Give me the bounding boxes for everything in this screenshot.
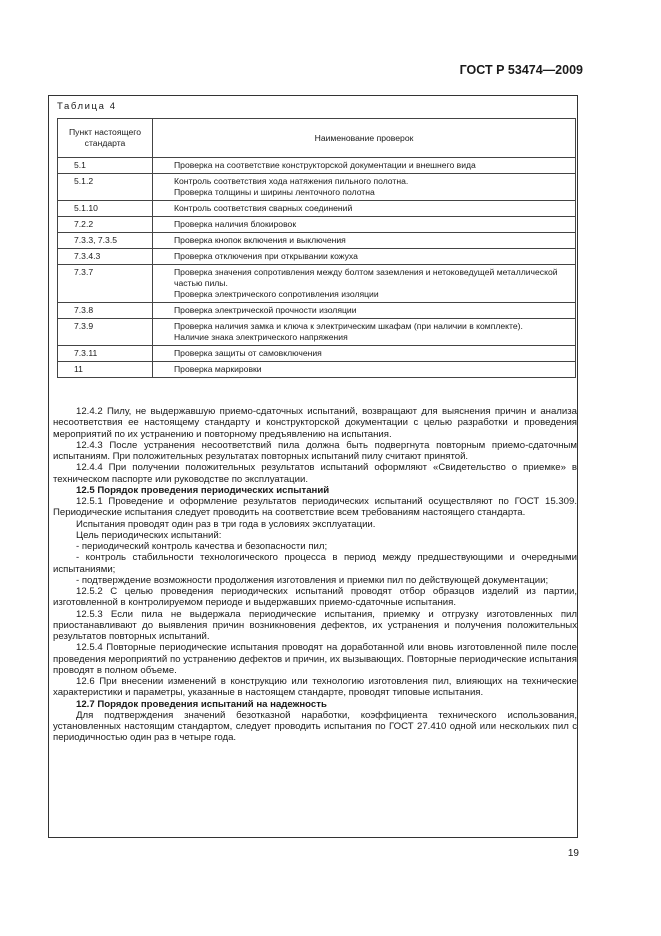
check-name-cell	[153, 249, 576, 265]
check-name-line: Наличие знака электрического напряжения	[174, 332, 348, 342]
check-name-line: Проверка электрического сопротивления изоляции	[174, 289, 379, 299]
table-caption: Таблица 4	[57, 101, 117, 112]
check-name-line: Контроль соответствия сварных соединений	[174, 203, 353, 213]
check-name-cell	[153, 346, 576, 362]
clause-ref-cell: 7.2.2	[58, 217, 153, 233]
paragraph: 12.6 При внесении изменений в конструкцию или технологию изготовления пил, влияющих на технические характеристики и параметры, указанные в настоящем стандарте, проводят типовые испытания.	[53, 676, 577, 699]
checks-table	[57, 118, 576, 378]
table-row	[58, 265, 576, 303]
paragraph: - контроль стабильности технологического процесса в период между предшествующими и очередными испытаниями;	[53, 552, 577, 575]
check-name-cell	[153, 174, 576, 201]
check-name-line: Проверка отключения при открывании кожуха	[174, 251, 358, 261]
paragraph: - периодический контроль качества и безопасности пил;	[76, 541, 328, 552]
check-name-line: Проверка защиты от самовключения	[174, 348, 322, 358]
check-name-cell	[153, 319, 576, 346]
table-row	[58, 217, 576, 233]
clause-ref-cell: 7.3.3, 7.3.5	[58, 233, 153, 249]
check-name-cell	[153, 303, 576, 319]
check-name-line: Проверка значения сопротивления между болтом заземления и нетоковедущей металлической частью пилы.	[174, 267, 558, 288]
page-number: 19	[567, 848, 579, 859]
paragraph: 12.5.2 С целью проведения периодических испытаний проводят отбор образцов изделий из партии, изготовленной в контролируемом периоде и выдержавших приемо-сдаточные испытания.	[53, 586, 577, 609]
table-row	[58, 158, 576, 174]
check-name-cell	[153, 233, 576, 249]
check-name-cell	[153, 158, 576, 174]
body-text	[53, 406, 577, 744]
clause-ref-cell: 11	[58, 362, 153, 378]
check-name-line: Проверка толщины и ширины ленточного полотна	[174, 187, 375, 197]
section-heading: 12.7 Порядок проведения испытаний на надежность	[76, 698, 327, 710]
table-row	[58, 319, 576, 346]
paragraph: 12.4.2 Пилу, не выдержавшую приемо-сдаточных испытаний, возвращают для выяснения причин и анализа несоответствия ее настоящему стандарту и конструкторской документации с целью разработки и проведения мероприятий по их устранению и повторному предъявлению на испытания.	[53, 406, 577, 440]
clause-ref-cell: 7.3.7	[58, 265, 153, 303]
check-name-line: Проверка кнопок включения и выключения	[174, 235, 346, 245]
check-name-line: Контроль соответствия хода натяжения пильного полотна.	[174, 176, 409, 186]
paragraph: 12.4.3 После устранения несоответствий пила должна быть подвергнута повторным приемо-сдаточным испытаниям. При положительных результатах повторных испытаний пилу считают принятой.	[53, 439, 577, 462]
table-row	[58, 201, 576, 217]
clause-ref-cell: 7.3.9	[58, 319, 153, 346]
check-name-cell	[153, 265, 576, 303]
paragraph: 12.4.4 При получении положительных результатов испытаний оформляют «Свидетельство о приемке» в техническом паспорте или руководстве по эксплуатации.	[53, 462, 577, 485]
check-name-cell	[153, 217, 576, 233]
paragraph: 12.5.4 Повторные периодические испытания проводят на доработанной или вновь изготовленной пиле после проведения мероприятий по устранению дефектов и причин, их вызывающих. Повторные периодические испытания проводят в полном объеме.	[53, 642, 577, 676]
table-header-row	[58, 119, 576, 158]
check-name-line: Проверка на соответствие конструкторской документации и внешнего вида	[174, 160, 476, 170]
column-header-clause: Пункт настоящего стандарта	[58, 119, 153, 158]
table-row	[58, 174, 576, 201]
paragraph: 12.5.1 Проведение и оформление результатов периодических испытаний осуществляют по ГОСТ 15.309. Периодические испытания следует проводить на соответствие всем требованиям настоящего стандарта.	[53, 496, 577, 519]
document-code: ГОСТ Р 53474—2009	[459, 63, 583, 77]
clause-ref-cell: 7.3.11	[58, 346, 153, 362]
check-name-line: Проверка наличия замка и ключа к электрическим шкафам (при наличии в комплекте).	[174, 321, 523, 331]
paragraph: 12.5.3 Если пила не выдержала периодические испытания, приемку и отгрузку изготовленных пил приостанавливают до выявления причин возникновения дефектов, их устранения и получения положительных результатов повторных испытаний.	[53, 608, 577, 642]
paragraph: Испытания проводят один раз в три года в условиях эксплуатации.	[76, 518, 376, 530]
paragraph: Цель периодических испытаний:	[76, 529, 222, 541]
table-row	[58, 346, 576, 362]
check-name-line: Проверка электрической прочности изоляции	[174, 305, 357, 315]
table-row	[58, 362, 576, 378]
clause-ref-cell: 7.3.4.3	[58, 249, 153, 265]
section-heading: 12.5 Порядок проведения периодических испытаний	[76, 484, 330, 496]
paragraph: Для подтверждения значений безотказной наработки, коэффициента технического использования, установленных настоящим стандартом, следует проводить испытания по ГОСТ 27.410 одной или нескольких пил с периодичностью один раз в четыре года.	[53, 709, 577, 744]
check-name-line: Проверка маркировки	[174, 364, 262, 374]
paragraph: - подтверждение возможности продолжения изготовления и приемки пил по действующей документации;	[76, 574, 549, 586]
table-row	[58, 303, 576, 319]
table-row	[58, 233, 576, 249]
column-header-check-name: Наименование проверок	[153, 119, 576, 158]
clause-ref-cell: 7.3.8	[58, 303, 153, 319]
check-name-cell	[153, 362, 576, 378]
table-body	[58, 158, 576, 378]
clause-ref-cell: 5.1	[58, 158, 153, 174]
table-row	[58, 249, 576, 265]
clause-ref-cell: 5.1.2	[58, 174, 153, 201]
clause-ref-cell: 5.1.10	[58, 201, 153, 217]
check-name-line: Проверка наличия блокировок	[174, 219, 297, 229]
check-name-cell	[153, 201, 576, 217]
